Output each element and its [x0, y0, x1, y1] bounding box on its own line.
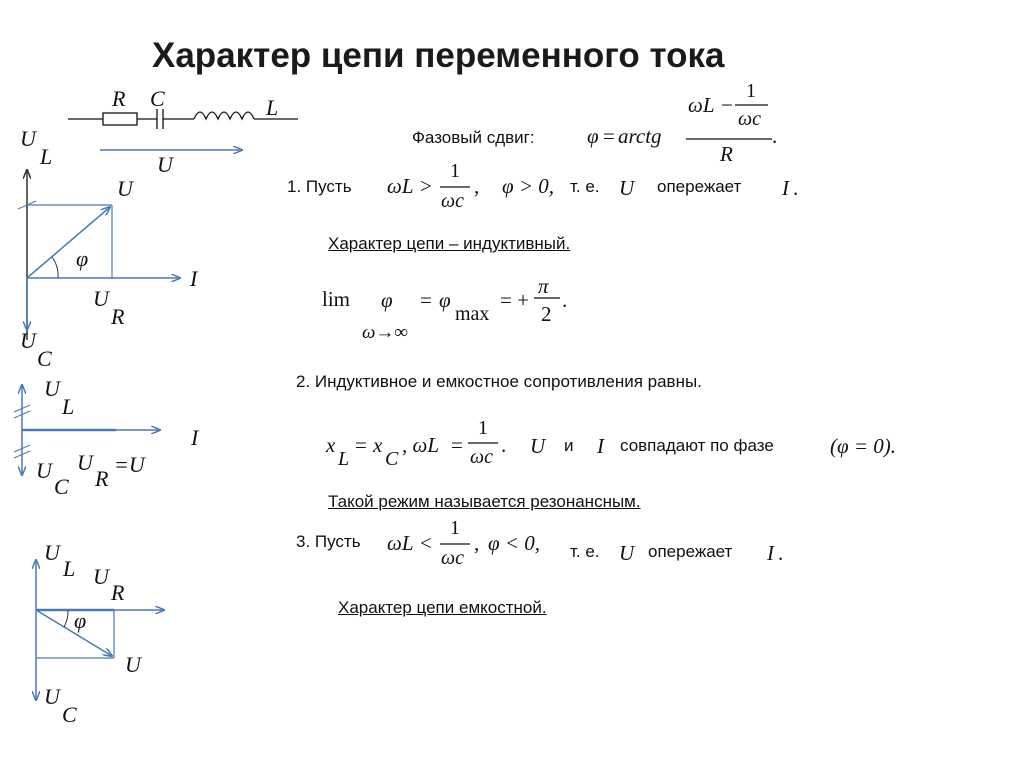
phase-shift-label: Фазовый сдвиг:: [412, 128, 535, 147]
case1-wc: ωc: [441, 190, 464, 212]
case1-comma: ,: [474, 174, 480, 198]
limit-max: max: [455, 303, 490, 325]
diagram1-ur-label: U: [93, 286, 109, 311]
diagram1-i-label: I: [190, 266, 198, 291]
case3-phi-cond: φ < 0,: [488, 531, 541, 555]
diagram3-phi-label: φ: [74, 608, 87, 633]
limit-sub: ω→∞: [362, 322, 408, 343]
diagram3-uc-sub: C: [62, 702, 77, 727]
diagram2-ul-sub: L: [62, 394, 75, 419]
case2-coincide: совпадают по фазе: [620, 436, 774, 455]
limit-two: 2: [541, 302, 552, 326]
case2-c-sub: C: [385, 448, 399, 470]
case2-wc: ωc: [470, 446, 493, 468]
case2-one: 1: [478, 417, 488, 439]
diagram2-ul-label: U: [44, 376, 60, 401]
case3-one: 1: [450, 517, 460, 539]
diagram2-ur-sub: R: [95, 466, 109, 491]
resistor-label: R: [112, 86, 126, 111]
diagram1-ul-sub: L: [40, 144, 53, 169]
voltage-label: U: [157, 152, 173, 177]
phase-shift-dot: .: [772, 124, 778, 148]
case1-u: U: [619, 176, 635, 200]
diagram2-eq-u: =U: [114, 452, 145, 477]
limit-lim: lim: [322, 287, 351, 311]
limit-pi: π: [538, 274, 549, 298]
diagram2-ur-label: U: [77, 450, 93, 475]
case3-comma: ,: [474, 531, 480, 555]
case3-lead: 3. Пусть: [296, 532, 361, 551]
case2-result: Такой режим называется резонансным.: [328, 492, 641, 511]
phase-shift-wc: ωc: [738, 108, 761, 130]
case1-te: т. е.: [570, 177, 600, 196]
case1-leads: опережает: [657, 177, 742, 196]
diagram1-ul-label: U: [20, 126, 36, 151]
phase-shift-r: R: [720, 142, 733, 166]
diagram2-i-label: I: [191, 425, 199, 450]
diagram1-ur-sub: R: [111, 304, 125, 329]
limit-eq-plus: = +: [500, 288, 529, 312]
case2-l-sub: L: [338, 448, 350, 470]
limit-eq: =: [420, 288, 432, 312]
case2-dot: .: [501, 433, 507, 457]
case2-u: U: [530, 434, 546, 458]
case2-comma-wl: , ωL: [402, 433, 440, 457]
circuit-schematic: [68, 109, 298, 129]
case1-lead: 1. Пусть: [287, 177, 352, 196]
phase-shift-minus: −: [721, 93, 733, 117]
resistor-symbol: [103, 113, 137, 125]
phase-shift-one: 1: [746, 80, 756, 102]
diagram3-ul-label: U: [44, 540, 60, 565]
case2-lead: 2. Индуктивное и емкостное сопротивления равны.: [296, 372, 702, 391]
diagram1-phi-label: φ: [76, 246, 89, 271]
case3-u: U: [619, 541, 635, 565]
diagram2-uc-label: U: [36, 458, 52, 483]
diagram1-uc-sub: C: [37, 346, 52, 371]
fraction-bars: [440, 105, 772, 544]
case2-and: и: [564, 436, 574, 455]
case2-xl: x: [326, 433, 336, 457]
case2-xc: x: [373, 433, 383, 457]
case3-te: т. е.: [570, 542, 600, 561]
case3-lt: <: [420, 531, 432, 555]
case3-wc: ωc: [441, 547, 464, 569]
case3-wl: ωL: [387, 531, 414, 555]
diagram3-ul-sub: L: [63, 556, 76, 581]
case1-one: 1: [450, 160, 460, 182]
case1-result: Характер цепи – индуктивный.: [328, 234, 571, 253]
diagram3-uc-label: U: [44, 684, 60, 709]
case1-phi-cond: φ > 0,: [502, 174, 555, 198]
inductor-label: L: [266, 95, 279, 120]
case3-result: Характер цепи емкостной.: [338, 598, 547, 617]
phase-shift-wl: ωL: [688, 93, 715, 117]
diagram2-uc-sub: C: [54, 474, 69, 499]
case3-i: I: [767, 541, 774, 565]
case1-i: I: [782, 176, 789, 200]
phase-shift-phi: φ: [587, 124, 599, 148]
phase-shift-arctg: arctg: [618, 124, 662, 148]
limit-phi: φ: [381, 288, 393, 312]
case1-dot: .: [793, 176, 799, 200]
case1-gt: >: [420, 174, 432, 198]
limit-phi2: φ: [439, 288, 451, 312]
diagram3-u-label: U: [125, 652, 141, 677]
page-title: Характер цепи переменного тока: [152, 36, 725, 75]
diagram3-ur-label: U: [93, 564, 109, 589]
capacitor-label: C: [150, 86, 165, 111]
case2-eq: =: [355, 433, 367, 457]
case3-dot: .: [778, 541, 784, 565]
case2-i: I: [597, 434, 604, 458]
diagram3-ur-sub: R: [111, 580, 125, 605]
case2-eq2: =: [451, 433, 463, 457]
case2-phase: (φ = 0).: [830, 434, 897, 458]
phasor-diagram-inductive: [18, 170, 180, 340]
diagram1-uc-label: U: [20, 328, 36, 353]
diagram1-u-label: U: [117, 176, 133, 201]
phase-shift-eq: =: [603, 124, 615, 148]
limit-dot: .: [562, 288, 568, 312]
inductor-coil: [194, 112, 254, 119]
case1-wl: ωL: [387, 174, 414, 198]
case3-leads: опережает: [648, 542, 733, 561]
